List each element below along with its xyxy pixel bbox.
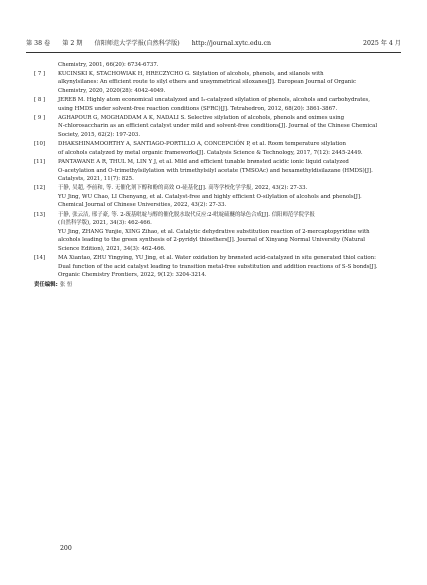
reference-line: 于静, 张云洁, 邢子豪, 等. 2-巯基吡啶与醇的催化脱水取代反应:2-吡啶硫醚的绿色合成[J]. 信阳师范学院学报 xyxy=(58,211,315,218)
reference-item xyxy=(34,96,401,113)
reference-line: YU Jing, WU Chao, LI Chenyang, et al. Catalyst-free and highly efficient O-silylation of alcohols and phenols[J]. xyxy=(58,193,362,200)
page-number: 200 xyxy=(60,545,72,552)
header-journal: 信阳师范大学学报(自然科学版) xyxy=(94,40,180,47)
responsible-editor xyxy=(34,281,401,290)
running-header xyxy=(26,38,401,53)
reference-text xyxy=(58,96,401,113)
reference-line: Chemical Journal of Chinese Universities, 2022, 43(2): 27-33. xyxy=(58,202,227,209)
references xyxy=(34,70,401,280)
reference-text xyxy=(58,70,401,96)
reference-line: O-acetylation and O-trimethylsilylation with trimethylsilyl acetate (TMSOAc) and hexamethyldisilazane (HMDS)[J]. xyxy=(58,167,373,174)
header-left xyxy=(26,38,271,52)
reference-line: N-chlorosaccharin as an efficient catalyst under mild and solvent-free conditions[J]. Journal of the Chinese Chemical xyxy=(58,123,378,130)
reference-line: using HMDS under solvent-free reaction conditions (SFRC)[J]. Tetrahedron, 2012, 68(20): 3861-3867. xyxy=(58,105,338,112)
reference-number: [11] xyxy=(34,158,46,165)
reference-line: alkynylsilanes: An efficient route to silyl ethers and unsymmetrical siloxanes[J]. European Journal of Organic xyxy=(58,79,357,86)
reference-line: 于静, 吴超, 李前和, 等. 无催化剂下醇和酚的高效 O-硅基化[J]. 高等学校化学学报, 2022, 43(2): 27-33. xyxy=(58,185,308,192)
reference-line: YU Jing, ZHANG Yunjie, XING Zihao, et al. Catalytic dehydrative substitution reaction of 2-mercaptopyridine with xyxy=(58,228,370,235)
reference-item xyxy=(34,254,401,280)
reference-line: Science Edition), 2021, 34(3): 462-466. xyxy=(58,246,166,253)
reference-line: JEREB M. Highly atom economical uncatalyzed and I₂-catalyzed silylation of phenols, alcohols and carbohydrates, xyxy=(58,96,371,103)
reference-line: Society, 2015, 62(2): 197-203. xyxy=(58,131,141,138)
reference-line: MA Xiantao, ZHU Yingying, YU Jing, et al. Water oxidation by brønsted acid-catalyzed in situ generated thiol cation: xyxy=(58,255,376,262)
reference-item xyxy=(34,184,401,210)
reference-line: alcohols leading to the green synthesis of 2-pyridyl thioethers[J]. Journal of Xinyang Normal University (Natural xyxy=(58,237,366,244)
reference-item xyxy=(34,211,401,254)
reference-number: [12] xyxy=(34,185,46,192)
reference-number: [ 7 ] xyxy=(34,70,46,77)
reference-line: Chemistry, 2020, 2020(28): 4042-4049. xyxy=(58,87,166,94)
reference-line: PANTAWANE A R, THUL M, LIN Y J, et al. Mild and efficient tunable brønsted acidic ionic liquid catalyzed xyxy=(58,158,349,165)
reference-line: AGHAPOUR G, MOGHADDAM A K, NADALI S. Selective silylation of alcohols, phenols and oximes using xyxy=(58,114,345,121)
reference-item xyxy=(34,114,401,140)
reference-line: DHAKSHINAMOORTHY A, SANTIAGO-PORTILLO A, CONCEPCIÓN P, et al. Room temperature silylation xyxy=(58,141,346,148)
reference-item xyxy=(34,140,401,157)
reference-number: [ 8 ] xyxy=(34,96,46,103)
reference-list xyxy=(34,61,401,289)
reference-line: KUCINSKI K, STACHOWIAK H, HRECZYCHO G. Silylation of alcohols, phenols, and silanols with xyxy=(58,70,324,77)
reference-text xyxy=(58,114,401,140)
reference-number: [10] xyxy=(34,141,46,148)
reference-text xyxy=(58,140,401,157)
reference-number: [13] xyxy=(34,211,46,218)
header-date: 2025 年 4 月 xyxy=(363,40,401,47)
reference-text xyxy=(58,254,401,280)
editor-name: 张 恒 xyxy=(59,281,73,288)
editor-label: 责任编辑: xyxy=(34,281,58,288)
header-issue: 第 2 期 xyxy=(62,40,83,47)
reference-text xyxy=(58,211,401,254)
header-volume: 第 38 卷 xyxy=(26,40,51,47)
header-url: http://journal.xytc.edu.cn xyxy=(191,40,272,47)
reference-item xyxy=(34,70,401,96)
reference-text xyxy=(58,158,401,184)
reference-line: of alcohols catalyzed by metal organic frameworks[J]. Catalysis Science & Technology, 2017, 7(12): 2445-2449. xyxy=(58,149,363,156)
reference-line: Dual function of the acid catalyst leading to transition metal-free substitution and addition reactions of S-S bonds[J]. xyxy=(58,263,378,270)
reference-item xyxy=(34,158,401,184)
reference-text xyxy=(58,184,401,210)
reference-continuation: Chemistry, 2001, 66(20): 6734-6737. xyxy=(58,62,159,68)
reference-number: [ 9 ] xyxy=(34,114,46,121)
reference-line: (自然科学版), 2021, 34(3): 462-466. xyxy=(58,220,152,227)
reference-line: Organic Chemistry Frontiers, 2022, 9(12): 3204-3214. xyxy=(58,272,207,279)
reference-line: Catalysts, 2021, 11(7): 825. xyxy=(58,176,134,183)
reference-number: [14] xyxy=(34,255,46,262)
